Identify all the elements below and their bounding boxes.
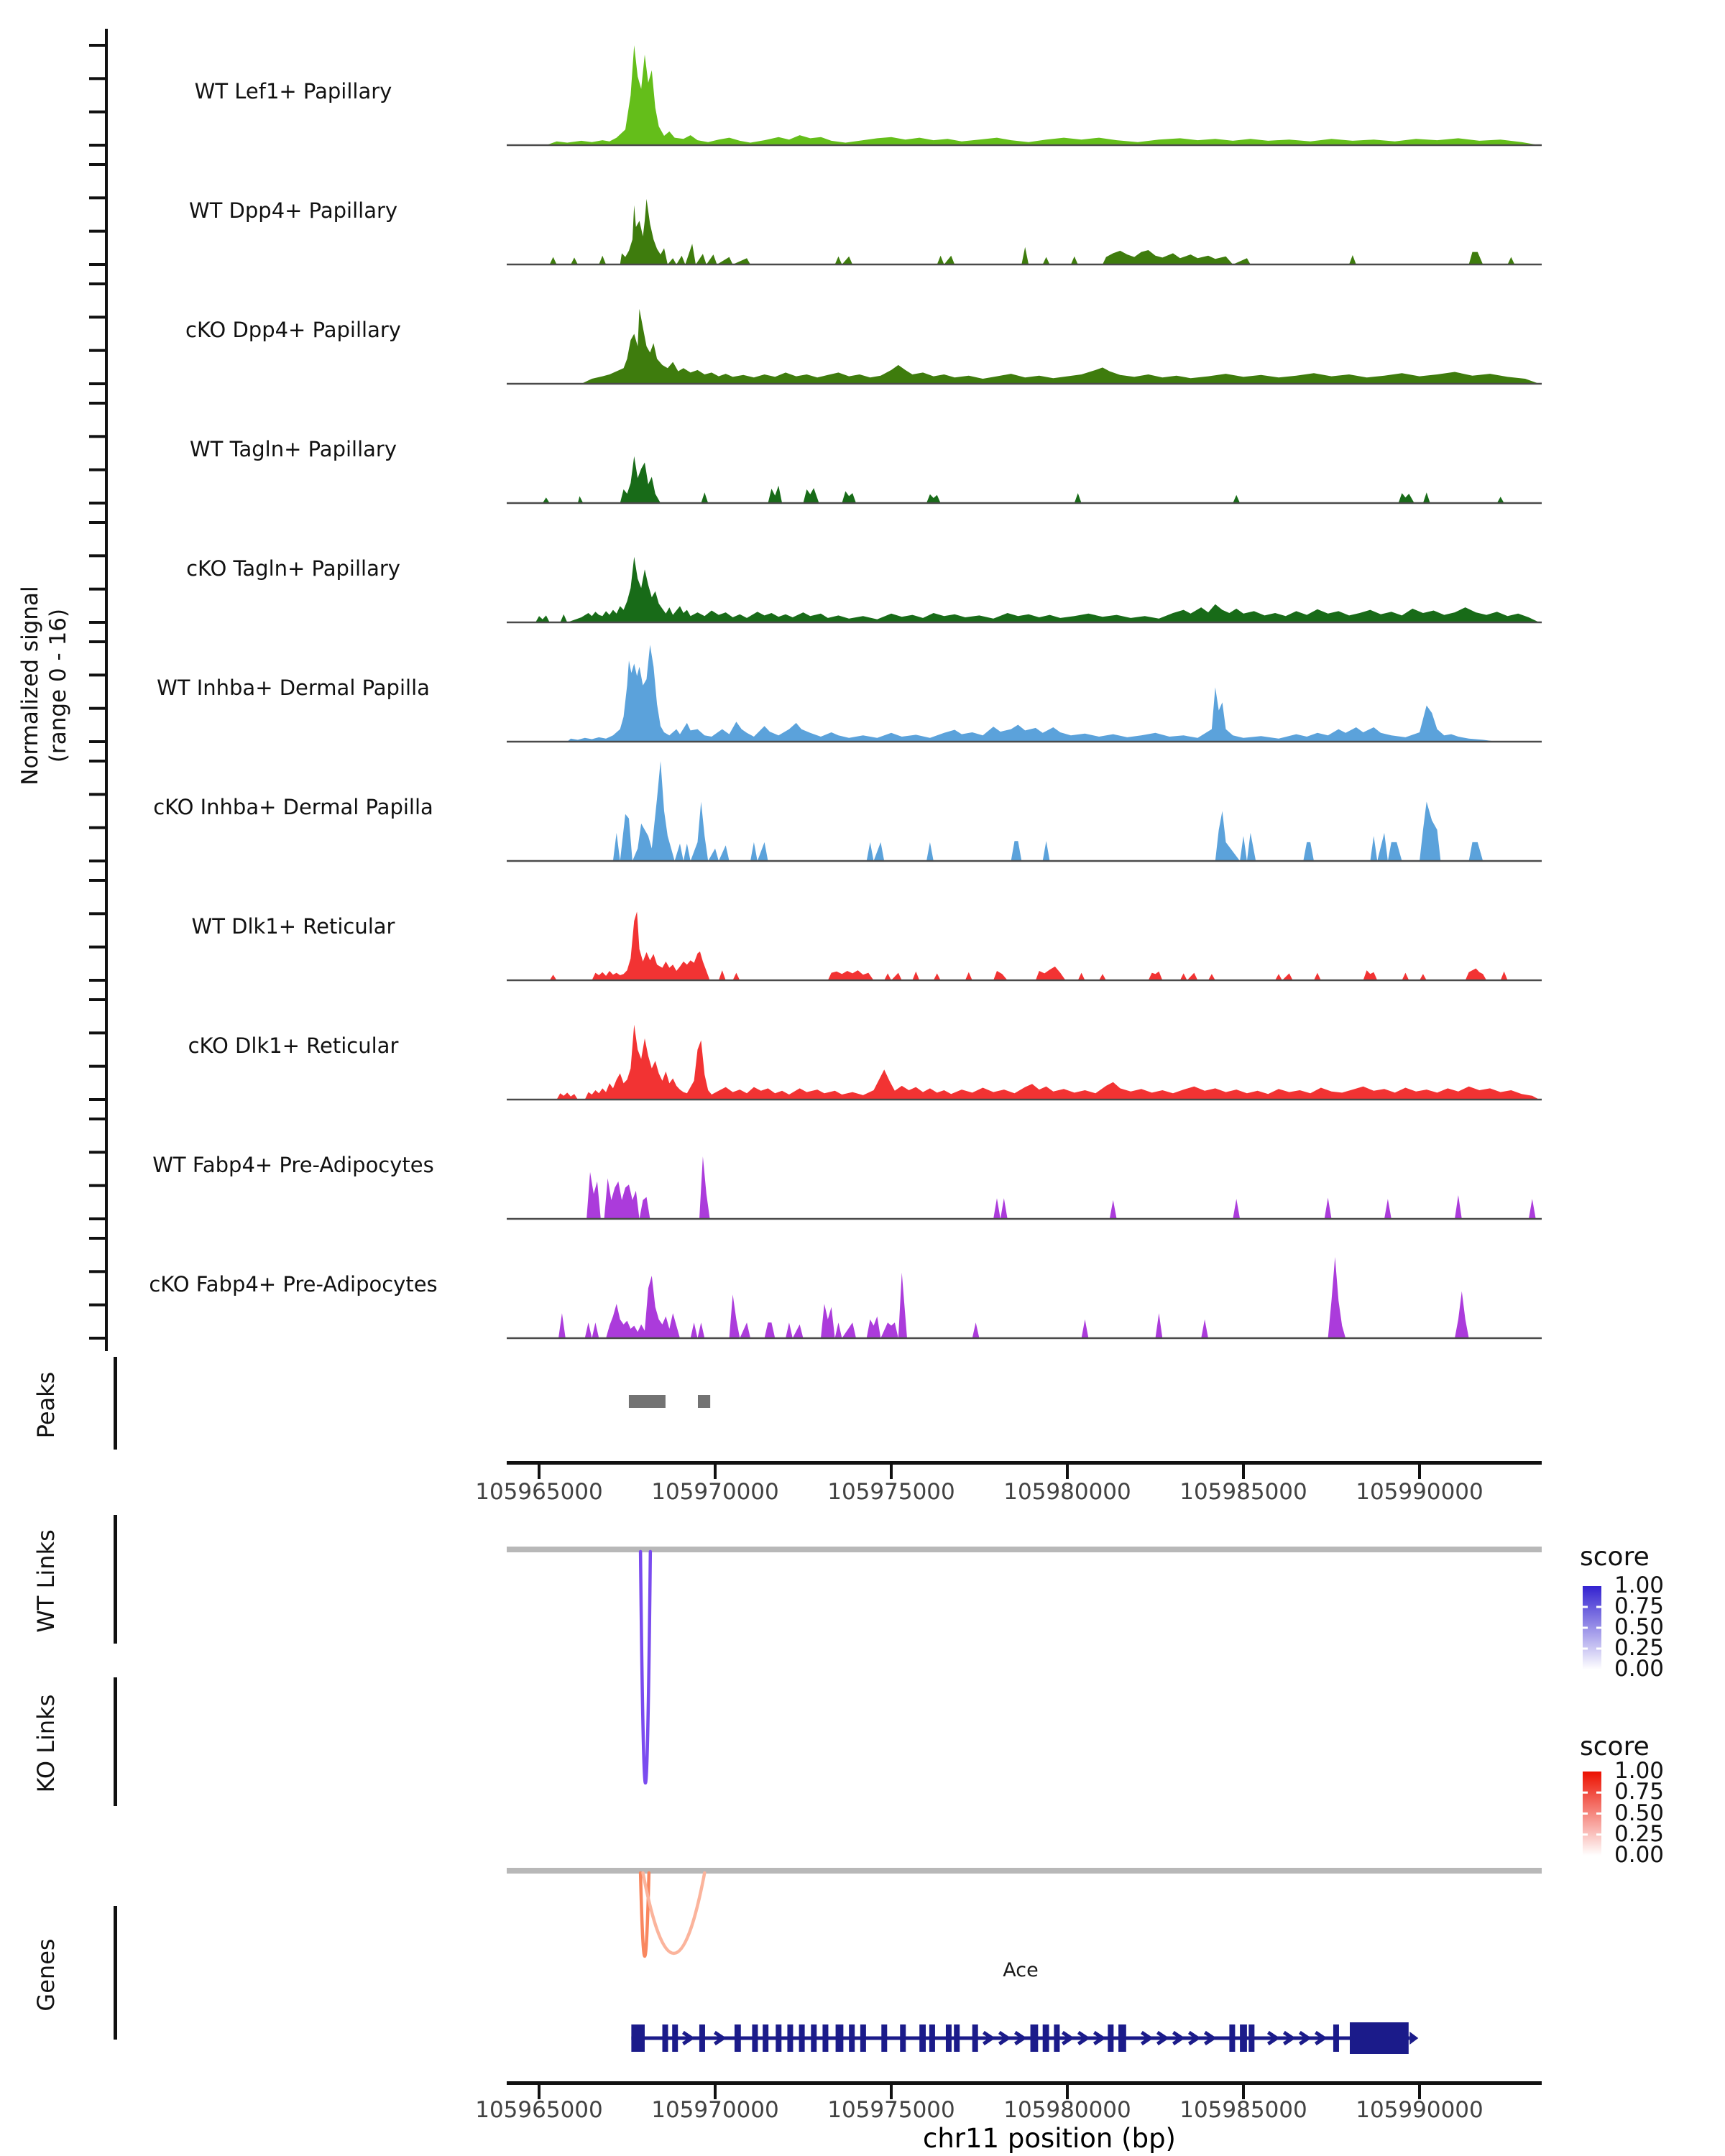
track-label-7: cKO Inhba+ Dermal Papilla — [153, 795, 433, 819]
y-axis-label — [17, 362, 73, 1009]
track-label-10: WT Fabp4+ Pre-Adipocytes — [152, 1153, 434, 1177]
signal-track-11 — [507, 1257, 1542, 1338]
coverage-area — [543, 456, 1504, 503]
wt-links-track-bar — [507, 1547, 1542, 1552]
gene-exon — [1350, 2022, 1409, 2054]
gene-exon — [1118, 2024, 1126, 2052]
gene-exon — [763, 2024, 768, 2052]
gene-exon — [972, 2024, 978, 2052]
peaks-x-axis-tick-5: 105990000 — [1356, 1479, 1484, 1505]
gene-exon — [1043, 2024, 1049, 2052]
peaks-x-axis-tick-4: 105985000 — [1179, 1479, 1307, 1505]
genes-x-axis-tick-3: 105980000 — [1003, 2097, 1131, 2123]
wt-links-track — [507, 1547, 1542, 1783]
coverage-area — [581, 309, 1540, 384]
ko-score-legend — [1583, 1772, 1601, 1856]
x-axis-title: chr11 position (bp) — [922, 2123, 1176, 2154]
ko-score-legend-value-0: 1.00 — [1614, 1758, 1665, 1784]
track-label-9: cKO Dlk1+ Reticular — [188, 1033, 399, 1058]
track-label-6: WT Inhba+ Dermal Papilla — [157, 676, 430, 700]
signal-track-6 — [507, 645, 1542, 742]
track-label-11: cKO Fabp4+ Pre-Adipocytes — [149, 1272, 438, 1296]
track-label-1: WT Lef1+ Papillary — [194, 79, 392, 103]
coverage-area — [586, 1156, 1536, 1219]
ko-links-track-bar — [507, 1868, 1542, 1874]
gene-exon — [672, 2024, 678, 2052]
genes-x-axis-tick-0: 105965000 — [475, 2097, 603, 2123]
gene-exon — [1031, 2024, 1039, 2052]
coverage-area — [535, 557, 1540, 622]
section-label-ko-links: KO Links — [32, 1694, 60, 1793]
link-arc — [643, 1873, 705, 1953]
wt-score-legend-value-2: 0.50 — [1614, 1614, 1665, 1640]
peaks-x-axis-tick-3: 105980000 — [1003, 1479, 1131, 1505]
gene-exon — [1108, 2024, 1113, 2052]
section-spine-genes — [114, 1906, 117, 2040]
genes-x-axis-tick-2: 105975000 — [827, 2097, 955, 2123]
wt-score-legend-value-3: 0.25 — [1614, 1635, 1665, 1661]
peak-interval — [698, 1395, 710, 1408]
coverage-area — [550, 911, 1508, 980]
peak-interval — [629, 1395, 666, 1408]
signal-track-7 — [507, 761, 1542, 861]
gene-exon — [787, 2024, 793, 2052]
section-spine-ko-links — [114, 1677, 117, 1806]
coverage-area — [550, 199, 1515, 264]
gene-exon — [849, 2024, 855, 2052]
ko-score-legend-value-1: 0.75 — [1614, 1779, 1665, 1805]
signal-track-9 — [507, 1025, 1542, 1100]
section-label-peaks: Peaks — [32, 1371, 60, 1439]
track-label-4: WT Tagln+ Papillary — [189, 437, 397, 461]
peaks-x-axis-tick-1: 105970000 — [651, 1479, 779, 1505]
gene-exon — [1248, 2024, 1254, 2052]
signal-track-5 — [507, 557, 1542, 622]
genes-x-axis-tick-1: 105970000 — [651, 2097, 779, 2123]
peaks-track — [629, 1395, 710, 1408]
gene-exon — [946, 2024, 952, 2052]
genes-x-axis-tick-5: 105990000 — [1356, 2097, 1484, 2123]
gene-exon — [735, 2024, 741, 2052]
wt-score-legend-value-4: 0.00 — [1614, 1656, 1665, 1682]
signal-track-4 — [507, 456, 1542, 503]
track-label-5: cKO Tagln+ Papillary — [186, 556, 400, 581]
signal-track-8 — [507, 911, 1542, 980]
gene-exon — [1333, 2024, 1339, 2052]
wt-score-legend — [1583, 1586, 1601, 1669]
peaks-x-axis-tick-0: 105965000 — [475, 1479, 603, 1505]
gene-exon — [663, 2024, 668, 2052]
gene-exon — [1229, 2024, 1235, 2052]
genes-x-axis-tick-4: 105985000 — [1179, 2097, 1307, 2123]
wt-score-legend-value-0: 1.00 — [1614, 1572, 1665, 1598]
peaks-x-axis-tick-2: 105975000 — [827, 1479, 955, 1505]
coverage-area — [557, 1025, 1540, 1100]
gene-exon — [836, 2024, 844, 2052]
gene-exon — [799, 2024, 805, 2052]
section-spine-wt-links — [114, 1515, 117, 1644]
section-label-wt-links: WT Links — [32, 1529, 60, 1633]
gene-exon — [822, 2024, 828, 2052]
gene-exon — [699, 2024, 705, 2052]
track-label-3: cKO Dpp4+ Papillary — [185, 318, 401, 342]
gene-exon — [1054, 2024, 1059, 2052]
signal-track-2 — [507, 199, 1542, 264]
track-label-2: WT Dpp4+ Papillary — [188, 198, 398, 223]
wt-score-legend-value-1: 0.75 — [1614, 1593, 1665, 1619]
gene-exon — [900, 2024, 906, 2052]
coverage-area — [558, 1257, 1469, 1338]
section-label-genes: Genes — [32, 1938, 60, 2012]
gene-name-label: Ace — [1003, 1959, 1039, 1981]
gene-exon — [919, 2024, 926, 2052]
wt-score-legend-title: score — [1580, 1542, 1650, 1572]
ko-links-track — [507, 1868, 1542, 1956]
gene-exon — [811, 2024, 816, 2052]
gene-exon — [881, 2024, 887, 2052]
ko-score-legend-title: score — [1580, 1732, 1650, 1761]
coverage-area — [567, 645, 1497, 742]
signal-track-1 — [507, 45, 1542, 145]
signal-track-10 — [507, 1156, 1542, 1219]
gene-exon — [752, 2024, 758, 2052]
coverage-area — [546, 45, 1540, 145]
link-arc — [640, 1552, 650, 1783]
section-spine-peaks — [114, 1357, 117, 1450]
ko-score-legend-value-4: 0.00 — [1614, 1842, 1665, 1868]
gene-exon — [1240, 2024, 1247, 2052]
track-label-8: WT Dlk1+ Reticular — [191, 914, 395, 939]
gene-exon — [860, 2024, 866, 2052]
peaks-x-axis — [507, 1461, 1542, 1479]
y-axis-label-line2: (range 0 - 16) — [45, 608, 71, 763]
ko-score-legend-value-3: 0.25 — [1614, 1820, 1665, 1847]
gene-exon — [954, 2024, 960, 2052]
y-axis-label-line1: Normalized signal — [17, 586, 43, 786]
signal-track-3 — [507, 309, 1542, 384]
gene-exon — [631, 2024, 645, 2052]
gene-exon — [776, 2024, 781, 2052]
gene-exon — [929, 2024, 935, 2052]
ko-score-legend-value-2: 0.50 — [1614, 1800, 1665, 1826]
coverage-area — [613, 761, 1483, 861]
gene-model-ace — [631, 2022, 1418, 2054]
